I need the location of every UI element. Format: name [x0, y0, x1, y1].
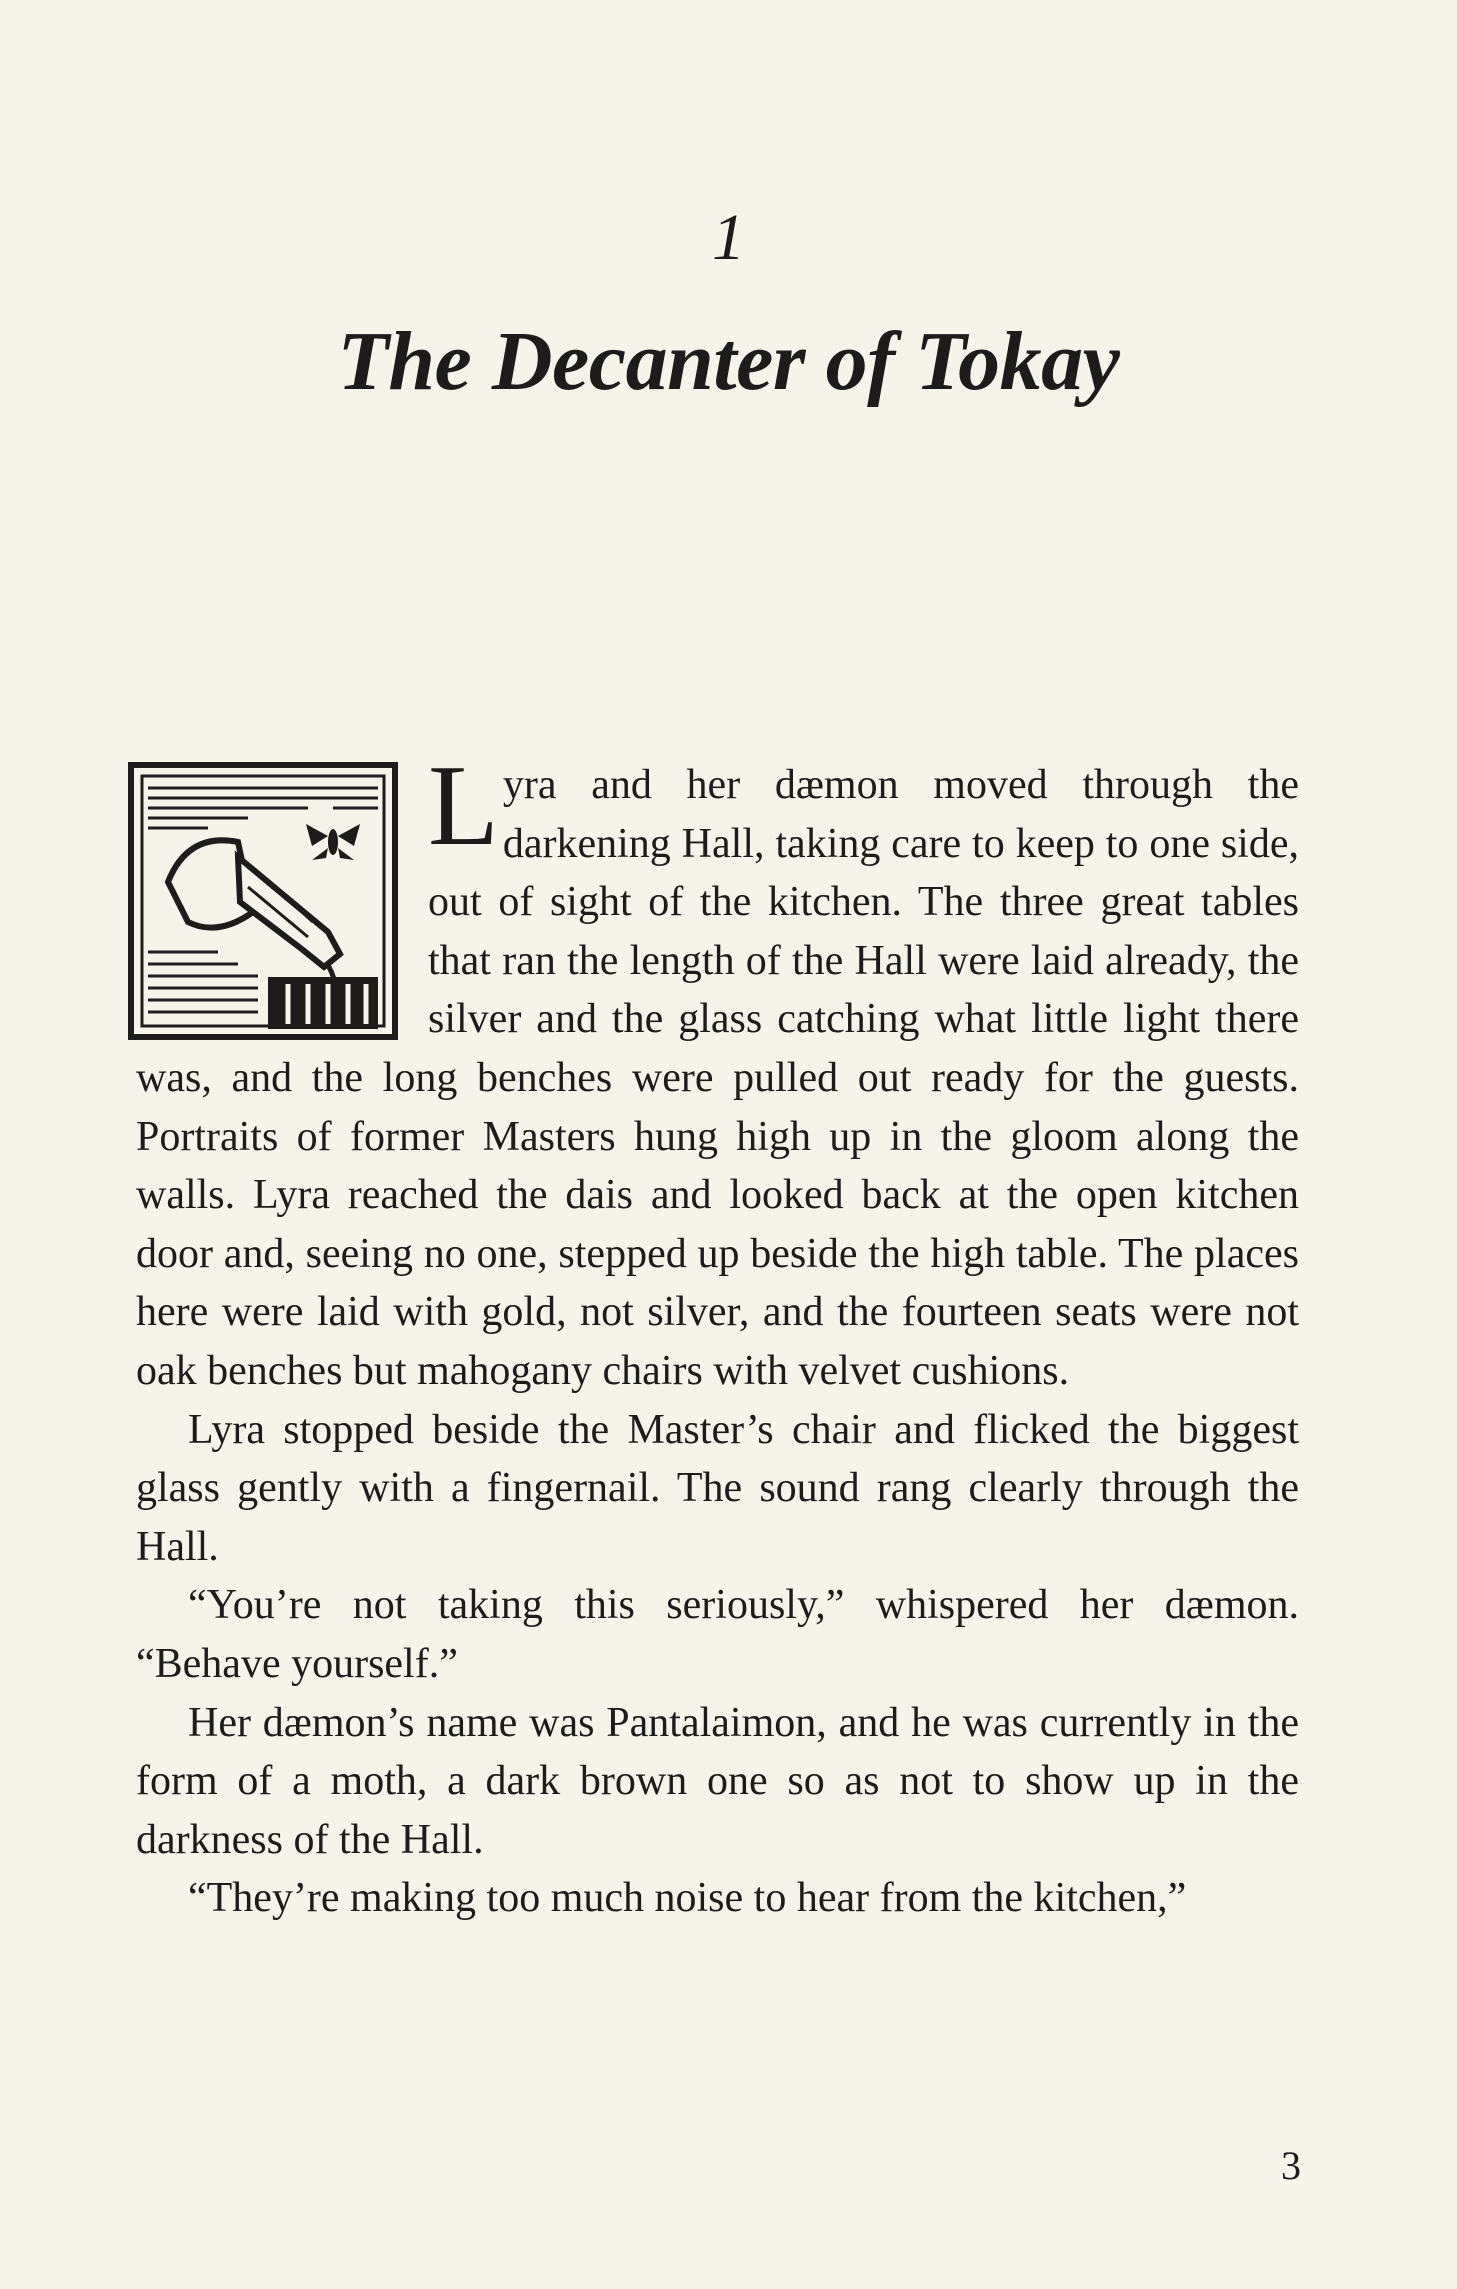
decanter-woodcut-icon — [128, 762, 398, 1040]
paragraph-5: “They’re making too much noise to hear from the kitchen,” — [188, 1875, 1187, 1922]
paragraph-2: Lyra stopped beside the Master’s chair and flicked the biggest glass gently with a fingernail. The sound rang clearly through the Hall. — [136, 1406, 1299, 1570]
page-number: 3 — [1281, 2143, 1301, 2188]
drop-cap: L — [428, 742, 499, 870]
chapter-title: The Decanter of Tokay — [337, 315, 1120, 408]
paragraph-1 — [136, 742, 1299, 1401]
paragraph-text: yra and her dæmon moved through the darkening Hall, taking care to keep to one side, out of sight of the kitchen. The three great tables that ran the length of the Hall were laid already, the silver and the glass catching what little light there was, and the long benches were pulled out ready for the guests. Portraits of former Masters hung high up in the gloom along the walls. Lyra reached the dais and looked back at the open kitchen door and, seeing no one, stepped up beside the high table. The places here were laid with gold, not silver, and the fourteen seats were not oak benches but mahogany chairs with velvet cushions. — [136, 762, 1299, 1394]
paragraph-3: “You’re not taking this seriously,” whispered her dæmon. “Behave yourself.” — [136, 1582, 1299, 1687]
chapter-body — [136, 742, 1299, 1928]
chapter-number: 1 — [712, 201, 745, 274]
paragraph-4: Her dæmon’s name was Pantalaimon, and he was currently in the form of a moth, a dark brown one so as not to show up in the darkness of the Hall. — [136, 1699, 1299, 1863]
